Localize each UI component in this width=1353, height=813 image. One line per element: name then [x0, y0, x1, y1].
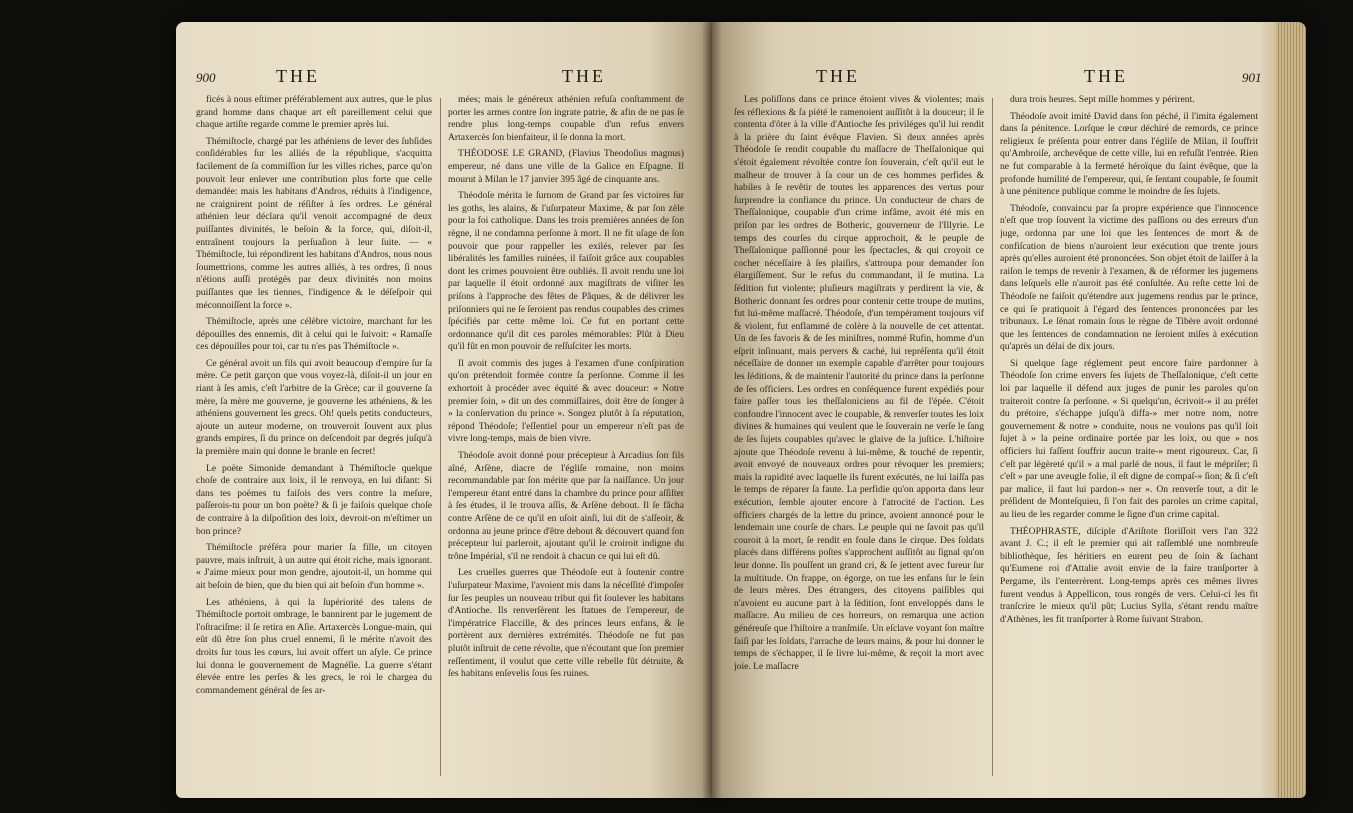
paragraph: dura trois heures. Sept mille hommes y périrent. [1010, 94, 1195, 105]
paragraph: Thémiſtocle, chargé par les athéniens de lever des ſubſides conſidérables ſur les alliés de la république, s'acquitta facilement de ſa commiſſion ſur les villes riches, parce qu'on pouvoit leur enlever une contribution plus forte que celle demandée: mais les habitans d'Andros, réduits à l'indigence, ne craignirent point de réſiſter à ſes ordres. Le général athénien leur déclara qu'il venoit accompagné de deux puiſſantes divinités, le beſoin & la force, qui, diſoit-il, entraînent toujours la perſuaſion à leur ſuite. — « Thémiſtocle, lui répondirent les habitans d'Andros, nous nous ſoumettrions, comme les autres alliés, à tes ordres, ſi nous n'étions auſſi protégés par deux divinités non moins puiſſantes que les tiennes, l'indigence & le déſeſpoir qui méconnoiſſent la force ». [196, 135, 432, 311]
column-rule [992, 98, 993, 776]
paragraph: Si quelque ſage réglement peut encore faire pardonner à Théodoſe ſon crime envers ſes ſujets de Theſſalonique, c'eſt cette loi par laquelle il défend aux juges de punir les paroles qu'on traiteroit contre ſa perſonne. « Si quelqu'un, écrivoit-» il au préfet du prétoire, s'échappe juſqu'à diffa-» mer notre nom, notre gouvernement & notre » conduite, nous ne voulons pas qu'il ſoit ſujet à » la peine ordinaire portée par les loix, ou que » nos officiers lui faſſent ſouffrir aucun traite-» ment rigoureux. Car, ſi c'eſt par légèreté qu'il » a mal parlé de nous, il faut le mépriſer; ſi c'eſt » par une aveugle folie, il eſt digne de compaſ-» ſion; & ſi c'eſt par malice, il faut lui pardon-» ner ». On renverſe tout, a dit le préſident de Monteſquieu, ſi l'on fait des paroles un crime capital, au lieu de les regarder comme le ſigne d'un crime capital. [1000, 357, 1258, 520]
left-running-head [176, 66, 712, 90]
paragraph: Les athéniens, à qui la ſupériorité des talens de Thémiſtocle portoit ombrage, le bannirent par le jugement de l'oſtraciſme: il ſe retira en Aſie. Artaxercès Longue-main, qui eût dû être ſon plus cruel ennemi, ſi le mérite n'avoit des droits ſur tous les cœurs, lui avoit offert un aſyle. Ce prince lui donna le gouvernement de Magnéſie. La guerre s'étant élevée entre les perſes & les grecs, le roi le chargea du commandement général de ſes ar- [196, 596, 432, 696]
page-number: 901 [1242, 70, 1262, 85]
paragraph: Thémiſtocle, après une célèbre victoire, marchant ſur les dépouilles des ennemis, dit à celui qui le ſuivoit: « Ramaſſe ces dépouilles pour toi, car tu n'es pas Thémiſtocle ». [196, 316, 432, 353]
paragraph: THÉODOSE LE GRAND, (Flavius Theodoſius magnus) empereur, né dans une ville de la Galice en Eſpagne. Il mourut à Milan le 17 janvier 395 âgé de cinquante ans. [448, 148, 684, 185]
paragraph: ficés à nous eſtimer préférablement aux autres, que le plus grand homme dans chaque art eſt pareillement celui que chaque artiſte regarde comme le premier après lui. [196, 94, 432, 131]
text-column [1000, 94, 1258, 784]
column-rule [440, 98, 441, 776]
book-gutter [702, 22, 722, 798]
paragraph: THÉOPHRASTE, diſciple d'Ariſtote floriſſoit vers l'an 322 avant J. C.; il eſt le premier qui ait raſſemblé une nombreuſe bibliothèque, ſes héritiers en eurent peu de ſoin & ſachant qu'Eumene roi d'Attalie avoit envie de la faire tranſporter à Pergame, ils l'enterrèrent. Long-temps après ces mêmes livres furent vendus à Appellicon, tous rongés de vers. Celui-ci les fit tranſcrire le mieux qu'il pût; Lucius Sylla, s'étant rendu maître d'Athènes, les fit tranſporter à Rome ſuivant Strabon. [1000, 525, 1258, 625]
running-head-word: THE [816, 66, 860, 86]
right-page [712, 22, 1306, 798]
paragraph: Les poliſſons dans ce prince étoient vives & violentes; mais ſes réflexions & ſa piété le ramenoient auſſitôt à la douceur; il ſe contenta d'ôter à la ville d'Antioche ſes priviléges qu'il lui rendit à la prière du ſaint évêque Flavien. Si deux années après Théodoſe ſe rendit coupable du maſſacre de Theſſalonique qui s'étoit également révoltée contre ſon ſouverain, c'eſt qu'il eut le malheur de trouver à ſa cour un de ces hommes perfides & habiles à ſe revêtir de toutes les apparences des vertus pour ſurprendre la confiance du prince. Un conducteur de chars de Theſſalonique, coupable d'un crime infâme, avoit été mis en priſon par les ordres de Botheric, gouverneur de l'Illyrie. Le temps des courſes du cirque approchoit, & le peuple de Theſſalonique paſſionné pour les ſpectacles, & qui croyoit ce cocher néceſſaire à ſes plaiſirs, s'attroupa pour demander ſon élargiſſement. Sur le refus du commandant, il ſe mutina. La ſédition fut violente; pluſieurs magiſtrats y perdirent la vie, & Botheric donnant ſes ordres pour contenir cette troupe de mutins, fut lui-même maſſacré. Théodoſe, d'un tempérament toujours vif & violent, fut enflammé de colère à la nouvelle de cet attentat. Un de ſes favoris & de ſes miniſtres, nommé Rufin, homme d'un eſprit inſinuant, mais pervers & caché, lui repréſenta qu'il étoit néceſſaire de donner un exemple capable d'arrêter pour toujours les ſéditions, & de maintenir l'autorité du prince dans la perſonne de ſes officiers. Les ordres en conſéquence furent expédiés pour faire paſſer tous les theſſaloniciens au fil de l'épée. C'étoit confondre l'innocent avec le coupable, & renverſer toutes les loix divines & humaines qui veulent que le ſouverain ne verſe le ſang de ſes ſujets coupables qu'avec le glaive de la juſtice. L'hiſtoire ajoute que Théodoſe revenu à lui-même, & touché de repentir, avoit envoyé de nouveaux ordres pour révoquer les premiers; mais la rapidité avec laquelle ils furent exécutés, ne lui laiſſa pas le temps de réparer ſa faute. La perfidie qu'on apporta dans leur exécution, ſemble ajouter encore à l'atrocité de l'action. Les officiers chargés de la lettre du prince, avoient annoncé pour le lendemain une courſe de chars. Le peuple qui ne ſavoit pas qu'il couroit à la mort, ſe rendit en foule dans le cirque. Des ſoldats placés dans différens poſtes s'approchent auſſitôt au ſignal qu'on leur donne. Ils pouſſent un grand cri, & ſe jettent avec fureur ſur la multitude. On frappe, on égorge, on tue les enfans ſur le ſein de leurs mères. Des étrangers, des citoyens paiſibles qui n'avoient eu aucune part à la ſédition, ſont enveloppés dans le maſſacre. Au milieu de ces horreurs, on remarqua une action généreuſe que l'hiſtoire a tranſmiſe. Un eſclave voyant ſon maître ſaiſi par les ſoldats, l'arrache de leurs mains, & pour lui donner le temps de s'échapper, il ſe livre lui-même, & reçoit la mort avec joie. Le maſſacre [734, 94, 984, 672]
running-head-word: THE [276, 66, 320, 86]
page-edge [1276, 22, 1306, 798]
text-column [196, 94, 432, 784]
book-spread [176, 22, 1306, 798]
running-head-word: THE [562, 66, 606, 86]
running-head-word: THE [1084, 66, 1128, 86]
paragraph: Le poëte Simonide demandant à Thémiſtocle quelque choſe de contraire aux loix, il le renvoya, en lui diſant: Si dans tes poëmes tu faiſois des vers contre la meſure, paſſerois-tu pour un bon poëte? & ſi je faiſois quelque choſe de contraire à la diſpoſition des loix, devroit-on m'eſtimer un bon prince? [196, 462, 432, 537]
paragraph: Théodoſe avoit imité David dans ſon péché, il l'imita également dans ſa pénitence. Lorſque le cœur déchiré de remords, ce prince religieux ſe préſenta pour entrer dans l'égliſe de Milan, il ſouffrit qu'Ambroiſe, archevêque de cette ville, lui en refuſât l'entrée. Rien ne fut comparable à la fermeté héroïque du ſaint évêque, que la profonde humilité de l'empereur, qui, ſe ſentant coupable, ſe ſoumit à une pénitence publique comme le moindre de ſes ſujets. [1000, 110, 1258, 198]
paragraph: Ce général avoit un fils qui avoit beaucoup d'empire ſur ſa mère. Ce petit garçon que vous voyez-là, diſoit-il un jour en riant à ſes amis, c'eſt l'arbitre de la Grèce; car il gouverne ſa mère, ſa mère me gouverne, je gouverne les athéniens, & les athéniens gouvernent les grecs. Oh! quels petits conducteurs, ajoute un auteur moderne, on trouveroit ſouvent aux plus grands empires, ſi du prince on deſcendoit par degrés juſqu'à la première main qui donne le branle en ſecret! [196, 357, 432, 458]
paragraph: Les cruelles guerres que Théodoſe eut à ſoutenir contre l'uſurpateur Maxime, l'avoient mis dans la néceſſité d'impoſer ſur ſes peuples un nouveau tribut qui fit ſoulever les habitans d'Antioche. Ils renverſèrent les ſtatues de l'empereur, de l'impératrice Flaccille, & des princes leurs enfans, & ſe portèrent aux dernières extrémités. Théodoſe ne fut pas plutôt inſtruit de cette révolte, que n'écoutant que ſon premier reſſentiment, il voulut que cette ville rebelle fût détruite, & ſes habitans enſevelis ſous ſes ruines. [448, 567, 684, 680]
left-page [176, 22, 712, 798]
paragraph: Il avoit commis des juges à l'examen d'une conſpiration qu'on prétendoit formée contre ſa perſonne. Comme il les exhortoit à procéder avec équité & avec douceur: « Notre premier ſoin, » dit un des commiſſaires, doit être de ſonger à » la conſervation du prince ». Songez plutôt à ſa réputation, répond Théodoſe; l'eſſentiel pour un empereur n'eſt pas de vivre long-temps, mais de bien vivre. [448, 357, 684, 445]
text-column [734, 94, 984, 784]
paragraph: Théodoſe avoit donné pour précepteur à Arcadius ſon fils aîné, Arſène, diacre de l'égliſe romaine, non moins recommandable par ſon mérite que par ſa naiſſance. Un jour l'empereur étant entré dans la chambre du prince pour aſſiſter à ſes études, il le trouva aſſis, & Arſène debout. Il ſe fâcha contre Arſène de ce qu'il en uſoit ainſi, lui dit de s'aſſeoir, & ordonna au jeune prince d'être debout & découvert quand ſon précepteur lui parleroit, ajoutant qu'il le croiroit indigne du trône Impérial, s'il ne rendoit à chacun ce qui lui eſt dû. [448, 450, 684, 562]
paragraph: mées; mais le généreux athénien refuſa conſtamment de porter les armes contre ſon ingrate patrie, & afin de ne pas ſe rendre plus long-temps coupable d'un refus envers Artaxercès ſon bienfaiteur, il ſe donna la mort. [448, 94, 684, 143]
text-column [448, 94, 684, 784]
paragraph: Théodoſe, convaincu par ſa propre expérience que l'innocence n'eſt que trop ſouvent la victime des paſſions ou des erreurs d'un juge, ordonna par une loi que les ſentences de mort & de confiſcation de biens n'auroient leur exécution que trente jours après qu'elles auroient été prononcées. Son objet étoit de laiſſer à la raiſon le temps de revenir à l'examen, & de réformer les jugemens dans leſquels elle n'auroit pas été conſultée. Au reſte cette loi de Théodoſe ne faiſoit qu'étendre aux jugemens rendus par le prince, ce qui ſe pratiquoit à l'égard des ſentences prononcées par les tribunaux. Le ſénat romain ſous le règne de Tibère avoit ordonné que les ſentences de condamnation ne ſeroient miſes à exécution qu'après un délai de dix jours. [1000, 202, 1258, 353]
paragraph: Thémiſtocle préféra pour marier ſa fille, un citoyen pauvre, mais inſtruit, à un autre qui étoit riche, mais ignorant. « J'aime mieux pour mon gendre, ajoutoit-il, un homme qui ait beſoin de bien, que du bien qui ait beſoin d'un homme ». [196, 542, 432, 591]
right-running-head [712, 66, 1306, 90]
paragraph: Théodoſe mérita le ſurnom de Grand par ſes victoires ſur les goths, les alains, & l'uſurpateur Maxime, & par ſon zèle pour la foi catholique. Dans les trois premières années de ſon règne, il ne condamna perſonne à mort. Il ne fit uſage de ſon pouvoir que pour rappeller les exilés, relever par ſes libéralités les familles ruinées, il faiſoit grâce aux coupables dont les crimes pouvoient être oubliés. Il avoit rendu une loi par laquelle il étoit ordonné aux magiſtrats de viſiter les priſons à l'approche des fêtes de Pâques, & de délivrer les priſonniers qui ne ſe ſeroient pas rendus coupables des crimes ſpécifiés par cette même loi. Ce fut en portant cette ordonnance qu'il dit ces paroles mémorables: Plût à Dieu qu'il fût en mon pouvoir de reſſuſciter les morts. [448, 190, 684, 353]
page-number: 900 [196, 70, 216, 85]
